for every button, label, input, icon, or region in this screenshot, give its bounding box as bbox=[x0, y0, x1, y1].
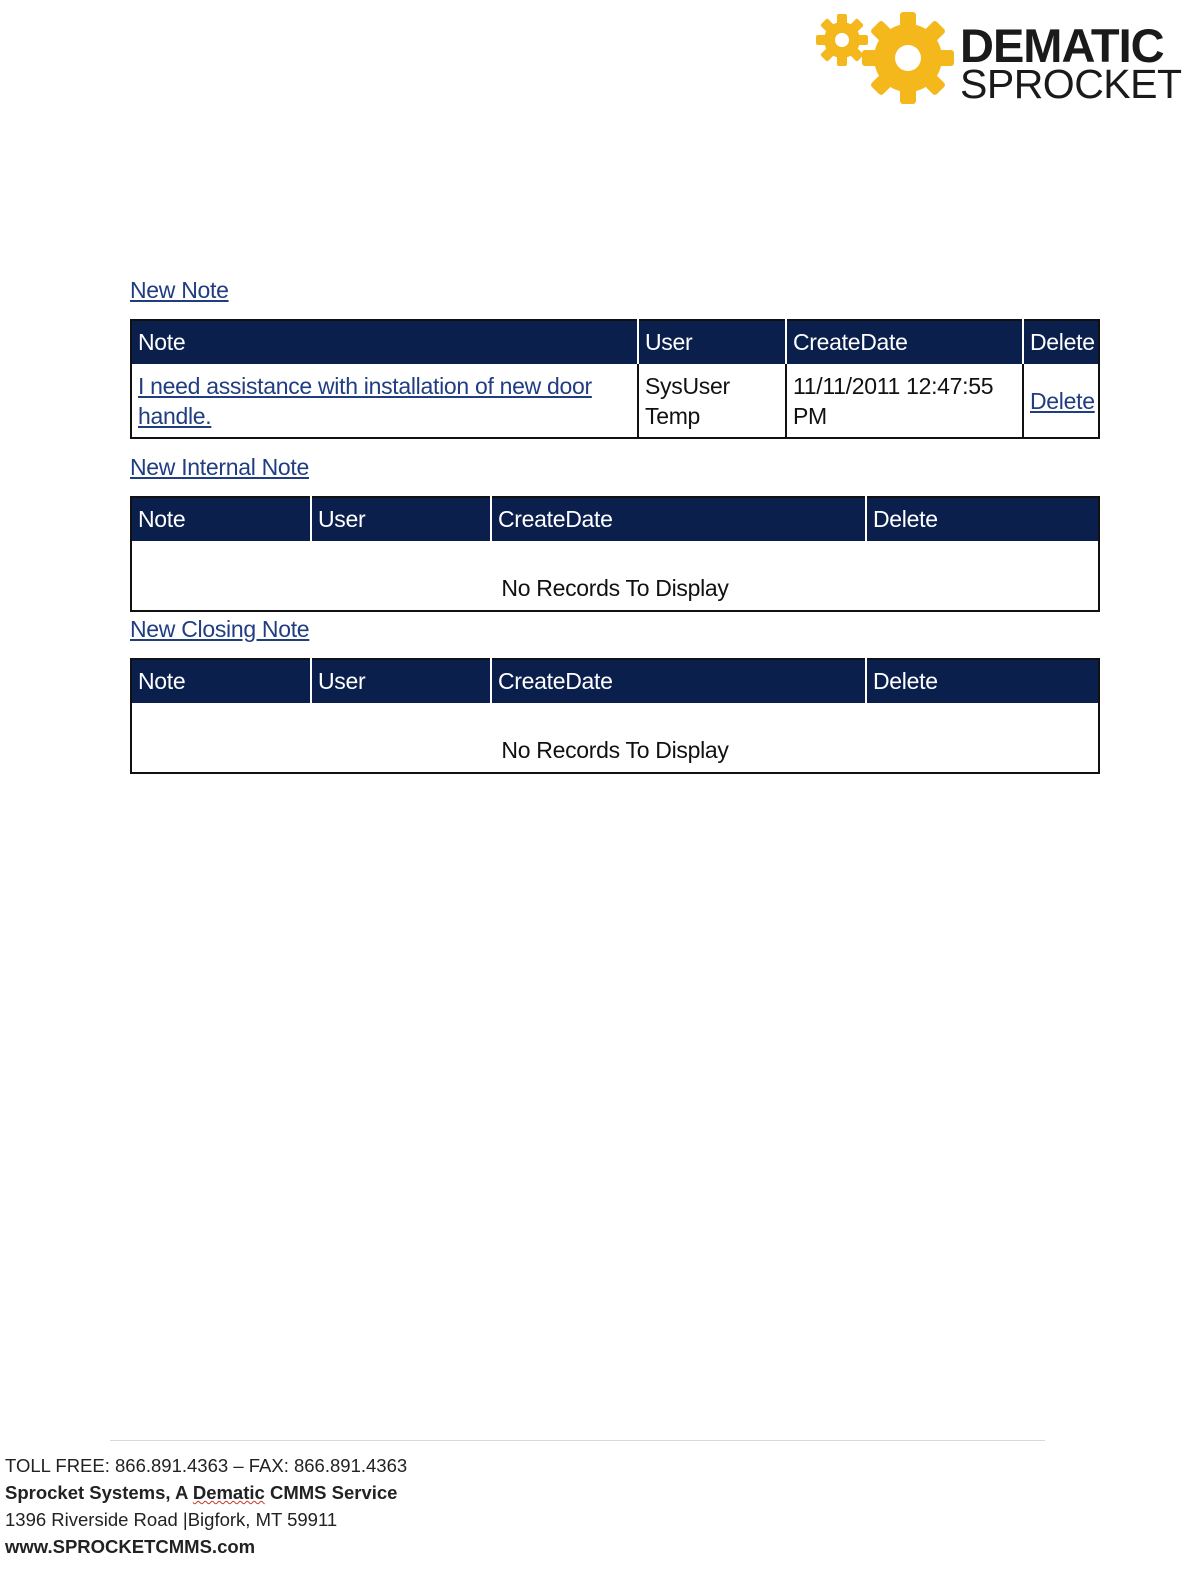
column-header-note: Note bbox=[131, 497, 311, 541]
notes-table bbox=[130, 319, 1100, 439]
footer-divider bbox=[110, 1440, 1045, 1441]
column-header-delete: Delete bbox=[1023, 320, 1099, 364]
new-note-link[interactable]: New Note bbox=[130, 277, 229, 303]
column-header-createdate: CreateDate bbox=[786, 320, 1023, 364]
createdate-cell: 11/11/2011 12:47:55 PM bbox=[786, 364, 1023, 438]
internal-notes-table bbox=[130, 496, 1100, 612]
empty-row bbox=[131, 728, 1099, 773]
empty-row bbox=[131, 566, 1099, 611]
brand-name-top: DEMATIC bbox=[960, 19, 1164, 72]
table-spacer-row bbox=[131, 703, 1099, 728]
empty-message: No Records To Display bbox=[501, 575, 729, 601]
footer bbox=[5, 1452, 407, 1560]
footer-phone: TOLL FREE: 866.891.4363 – FAX: 866.891.4363 bbox=[5, 1455, 408, 1476]
delete-link[interactable]: Delete bbox=[1030, 388, 1095, 414]
internal-notes-header-row bbox=[131, 497, 1099, 541]
empty-message: No Records To Display bbox=[501, 737, 729, 763]
dematic-sprocket-logo bbox=[812, 8, 1182, 107]
column-header-note: Note bbox=[131, 320, 638, 364]
delete-cell bbox=[1023, 364, 1099, 438]
note-link[interactable]: I need assistance with installation of new door handle. bbox=[138, 373, 592, 429]
column-header-delete: Delete bbox=[866, 659, 1099, 703]
column-header-user: User bbox=[311, 497, 491, 541]
footer-company-suffix: CMMS Service bbox=[264, 1482, 398, 1503]
note-cell bbox=[131, 364, 638, 438]
new-internal-note-link[interactable]: New Internal Note bbox=[130, 454, 309, 480]
footer-company-prefix: Sprocket Systems, A bbox=[5, 1482, 193, 1503]
brand-name-bottom: SPROCKET bbox=[960, 61, 1182, 107]
closing-notes-table bbox=[130, 658, 1100, 774]
table-row bbox=[131, 364, 1099, 438]
column-header-createdate: CreateDate bbox=[491, 659, 866, 703]
column-header-createdate: CreateDate bbox=[491, 497, 866, 541]
footer-website: www.SPROCKETCMMS.com bbox=[5, 1536, 256, 1557]
column-header-user: User bbox=[638, 320, 786, 364]
table-spacer-row bbox=[131, 541, 1099, 566]
column-header-delete: Delete bbox=[866, 497, 1099, 541]
footer-company-brand: Dematic bbox=[192, 1482, 265, 1503]
notes-header-row bbox=[131, 320, 1099, 364]
column-header-user: User bbox=[311, 659, 491, 703]
closing-notes-header-row bbox=[131, 659, 1099, 703]
column-header-note: Note bbox=[131, 659, 311, 703]
footer-company bbox=[5, 1479, 407, 1506]
user-cell: SysUser Temp bbox=[638, 364, 786, 438]
new-closing-note-link[interactable]: New Closing Note bbox=[130, 616, 310, 642]
footer-address: 1396 Riverside Road |Bigfork, MT 59911 bbox=[5, 1509, 338, 1530]
gear-icon bbox=[812, 8, 960, 104]
